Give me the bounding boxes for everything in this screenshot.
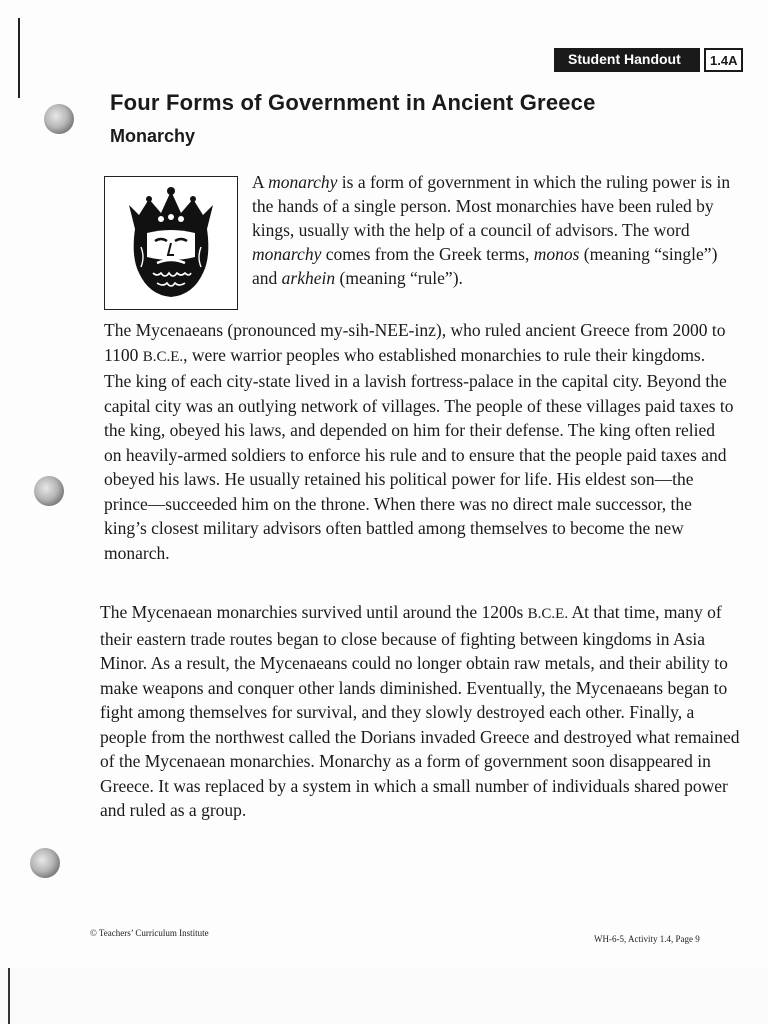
page-reference: WH-6-5, Activity 1.4, Page 9 — [594, 934, 700, 944]
handout-tag — [554, 48, 743, 72]
body-paragraph-1 — [104, 318, 736, 565]
para2-text-1: The Mycenaean monarchies survived until around the 1200s — [100, 602, 528, 622]
intro-text-1: is a form of government in which the ruling power is in the hands of a single person. Most monarchies have been ruled by kings, usually with the help of a council of advisors. The word — [252, 172, 731, 240]
page-title: Four Forms of Government in Ancient Greece — [110, 90, 596, 115]
intro-text-3: (meaning “single”) and — [252, 244, 718, 288]
binder-hole-top — [44, 104, 74, 134]
section-title: Monarchy — [110, 126, 196, 146]
term-monarchy-2: monarchy — [252, 244, 322, 264]
intro-lead: A — [252, 172, 269, 192]
para2-text-2: At that time, many of their eastern trade routes began to close because of fighting between kingdoms in Asia Minor. As a result, the Mycenaeans could no longer obtain raw metals, and their ability to make weapons and conquer other lands diminished. Eventually, the Mycenaeans began to fight among themselves for survival, and they slowly destroyed each other. Finally, a people from the northwest called the Dorians invaded Greece and destroyed what remained of the Mycenaean monarchies. Monarchy as a form of government soon disappeared in Greece. It was replaced by a system in which a small number of individuals shared power and ruled as a group. — [100, 602, 740, 820]
para2-era: B.C.E. — [527, 606, 569, 622]
term-monos: monos — [533, 244, 580, 264]
intro-text-2: comes from the Greek terms, — [321, 244, 534, 264]
body-paragraph-2 — [100, 600, 740, 823]
para1-era: B.C.E. — [142, 348, 184, 365]
para1-text-1: The Mycenaeans (pronounced my-sih-NEE-inz), who ruled ancient Greece from 2000 to 1100 — [104, 320, 726, 365]
handout-label: Student Handout — [554, 48, 700, 72]
scan-edge-mark-bottom — [8, 968, 10, 1024]
scan-bottom-margin — [0, 968, 768, 1024]
para1-text-2: , were warrior peoples who established monarchies to rule their kingdoms. The king of each city-state lived in a lavish fortress-palace in the capital city. Beyond the capital city was an outlying network of villages. The people of these villages paid taxes to the king, obeyed his laws, and depended on him for their defense. The king often relied on heavily-armed soldiers to enforce his rule and to ensure that the people paid taxes and obeyed his laws. He usually retained his political power for life. His eldest son—the prince—succeeded him on the throne. When there was no direct male successor, the king’s closest military advisors often battled among themselves to become the new monarch. — [104, 344, 734, 563]
intro-paragraph — [252, 170, 732, 290]
king-portrait — [104, 176, 238, 310]
intro-text-4: (meaning “rule”). — [335, 268, 463, 288]
copyright-notice: © Teachers’ Curriculum Institute — [90, 928, 209, 938]
term-monarchy: monarchy — [268, 172, 338, 192]
handout-number: 1.4A — [704, 48, 743, 72]
binder-hole-bottom — [30, 848, 60, 878]
binder-hole-middle — [34, 476, 64, 506]
term-arkhein: arkhein — [281, 268, 336, 288]
crowned-king-icon — [105, 177, 237, 309]
scan-edge-mark — [18, 18, 20, 98]
